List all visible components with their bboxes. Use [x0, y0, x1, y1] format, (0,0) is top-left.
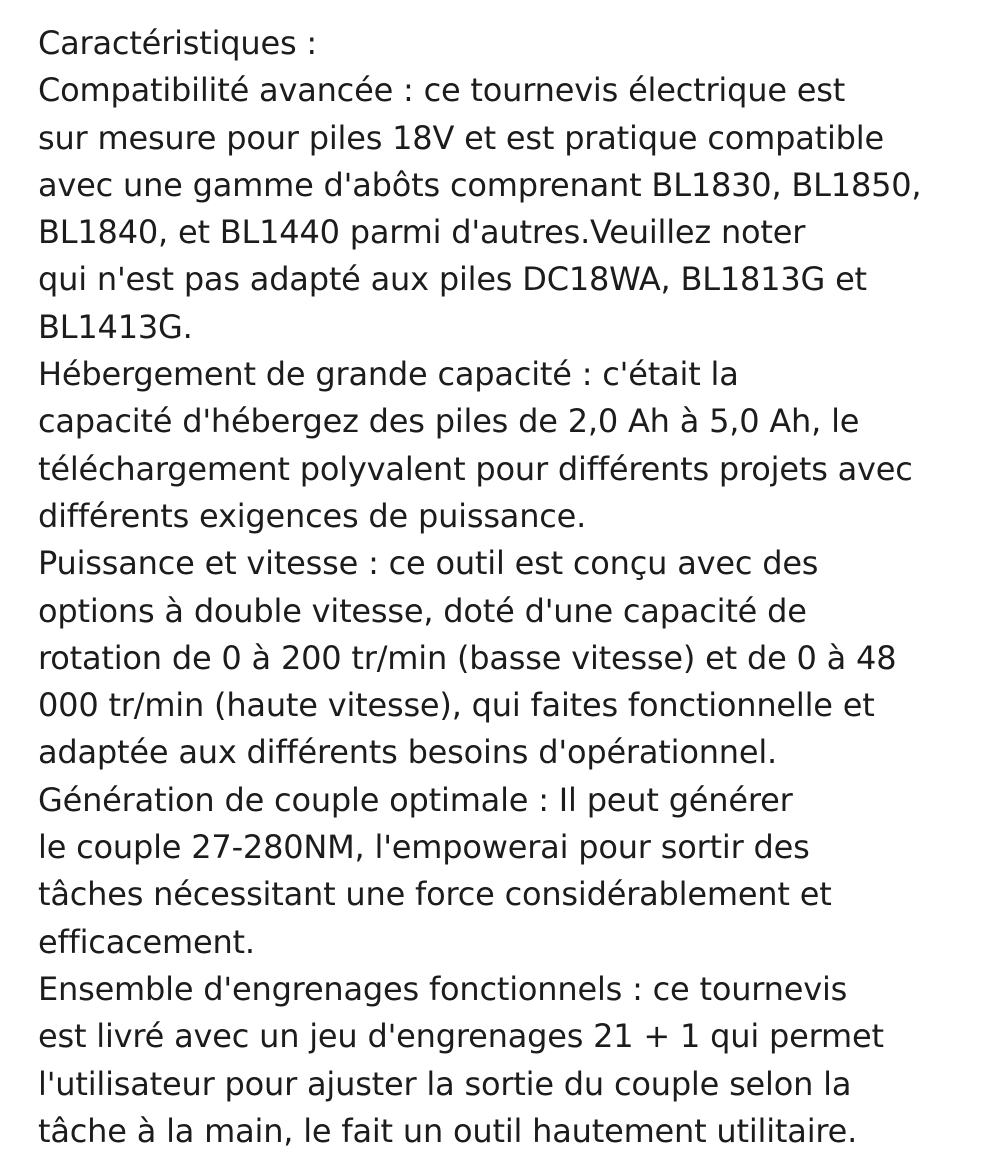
- text-line: tâches nécessitant une force considérablement et: [38, 875, 832, 914]
- text-line: Ensemble d'engrenages fonctionnels : ce tournevis: [38, 969, 848, 1008]
- text-line: tâche à la main, le fait un outil hautement utilitaire.: [38, 1111, 858, 1150]
- product-description: [38, 20, 988, 1155]
- text-line: BL1413G.: [38, 307, 193, 346]
- text-line: capacité d'hébergez des piles de 2,0 Ah à 5,0 Ah, le: [38, 402, 860, 441]
- text-line: rotation de 0 à 200 tr/min (basse vitesse) et de 0 à 48: [38, 638, 897, 677]
- text-line: avec une gamme d'abôts comprenant BL1830, BL1850,: [38, 165, 922, 204]
- text-line: options à double vitesse, doté d'une capacité de: [38, 591, 807, 630]
- text-line: Hébergement de grande capacité : c'était la: [38, 355, 739, 394]
- text-line: Génération de couple optimale : Il peut générer: [38, 780, 793, 819]
- text-line: Compatibilité avancée : ce tournevis électrique est: [38, 71, 846, 110]
- text-line: téléchargement polyvalent pour différents projets avec: [38, 449, 913, 488]
- text-line: Puissance et vitesse : ce outil est conçu avec des: [38, 544, 819, 583]
- text-line: qui n'est pas adapté aux piles DC18WA, BL1813G et: [38, 260, 867, 299]
- text-line: l'utilisateur pour ajuster la sortie du couple selon la: [38, 1064, 852, 1103]
- text-line: le couple 27-280NM, l'empowerai pour sortir des: [38, 828, 810, 867]
- text-line: 000 tr/min (haute vitesse), qui faites fonctionnelle et: [38, 686, 875, 725]
- text-line: BL1840, et BL1440 parmi d'autres.Veuillez noter: [38, 213, 806, 252]
- text-line: adaptée aux différents besoins d'opérationnel.: [38, 733, 778, 772]
- text-line: est livré avec un jeu d'engrenages 21 + 1 qui permet: [38, 1017, 884, 1056]
- section-heading: Caractéristiques :: [38, 24, 318, 62]
- text-line: sur mesure pour piles 18V et est pratique compatible: [38, 118, 884, 157]
- text-line: différents exigences de puissance.: [38, 496, 587, 535]
- text-line: efficacement.: [38, 922, 255, 961]
